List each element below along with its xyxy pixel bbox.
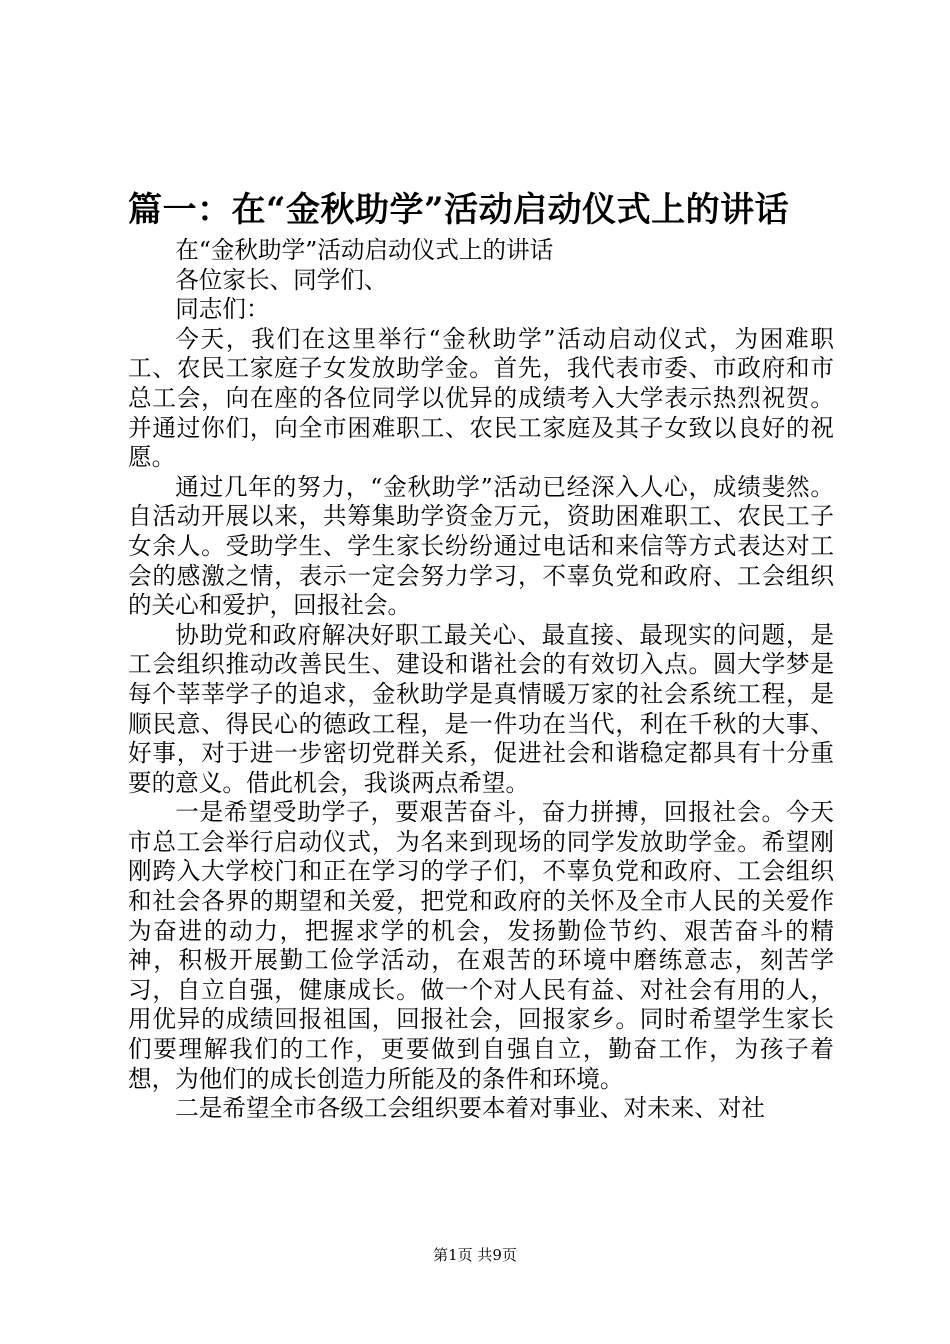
document-title: 篇一：在“金秋助学”活动启动仪式上的讲话 — [128, 190, 790, 230]
page-number: 第1页 共9页 — [433, 1246, 517, 1264]
page-footer — [0, 1245, 950, 1265]
salutation-line-1: 各位家长、同学们、 — [175, 265, 388, 294]
speech-heading: 在“金秋助学”活动启动仪式上的讲话 — [175, 236, 554, 264]
body-paragraph: 协助党和政府解决好职工最关心、最直接、最现实的问题，是工会组织推动改善民生、建设和谐社会的有效切入点。圆大学梦是每个莘莘学子的追求，金秋助学是真情暖万家的社会系统工程，是顺民意、得民心的德政工程，是一件功在当代，利在千秋的大事、好事，对于进一步密切党群关系，促进社会和谐稳定都具有十分重要的意义。借此机会，我谈两点希望。 — [128, 620, 834, 797]
body-paragraph: 一是希望受助学子，要艰苦奋斗，奋力拼搏，回报社会。今天市总工会举行启动仪式，为名来到现场的同学发放助学金。希望刚刚跨入大学校门和正在学习的学子们，不辜负党和政府、工会组织和社会各界的期望和关爱，把党和政府的关怀及全市人民的关爱作为奋进的动力，把握求学的机会，发扬勤俭节约、艰苦奋斗的精神，积极开展勤工俭学活动，在艰苦的环境中磨练意志，刻苦学习，自立自强，健康成长。做一个对人民有益、对社会有用的人，用优异的成绩回报祖国，回报社会，回报家乡。同时希望学生家长们要理解我们的工作，更要做到自强自立，勤奋工作，为孩子着想，为他们的成长创造力所能及的条件和环境。 — [128, 798, 834, 1093]
body-paragraph: 二是希望全市各级工会组织要本着对事业、对未来、对社 — [175, 1094, 766, 1123]
document-body — [128, 236, 834, 1124]
body-paragraph: 通过几年的努力，“金秋助学”活动已经深入人心，成绩斐然。自活动开展以来，共筹集助学资金万元，资助困难职工、农民工子女余人。受助学生、学生家长纷纷通过电话和来信等方式表达对工会的感激之情，表示一定会努力学习，不辜负党和政府、工会组织的关心和爱护，回报社会。 — [128, 472, 834, 620]
salutation-line-2: 同志们： — [175, 295, 270, 324]
body-paragraph: 今天，我们在这里举行“金秋助学”活动启动仪式，为困难职工、农民工家庭子女发放助学金。首先，我代表市委、市政府和市总工会，向在座的各位同学以优异的成绩考入大学表示热烈祝贺。并通过你们，向全市困难职工、农民工家庭及其子女致以良好的祝愿。 — [128, 324, 834, 472]
